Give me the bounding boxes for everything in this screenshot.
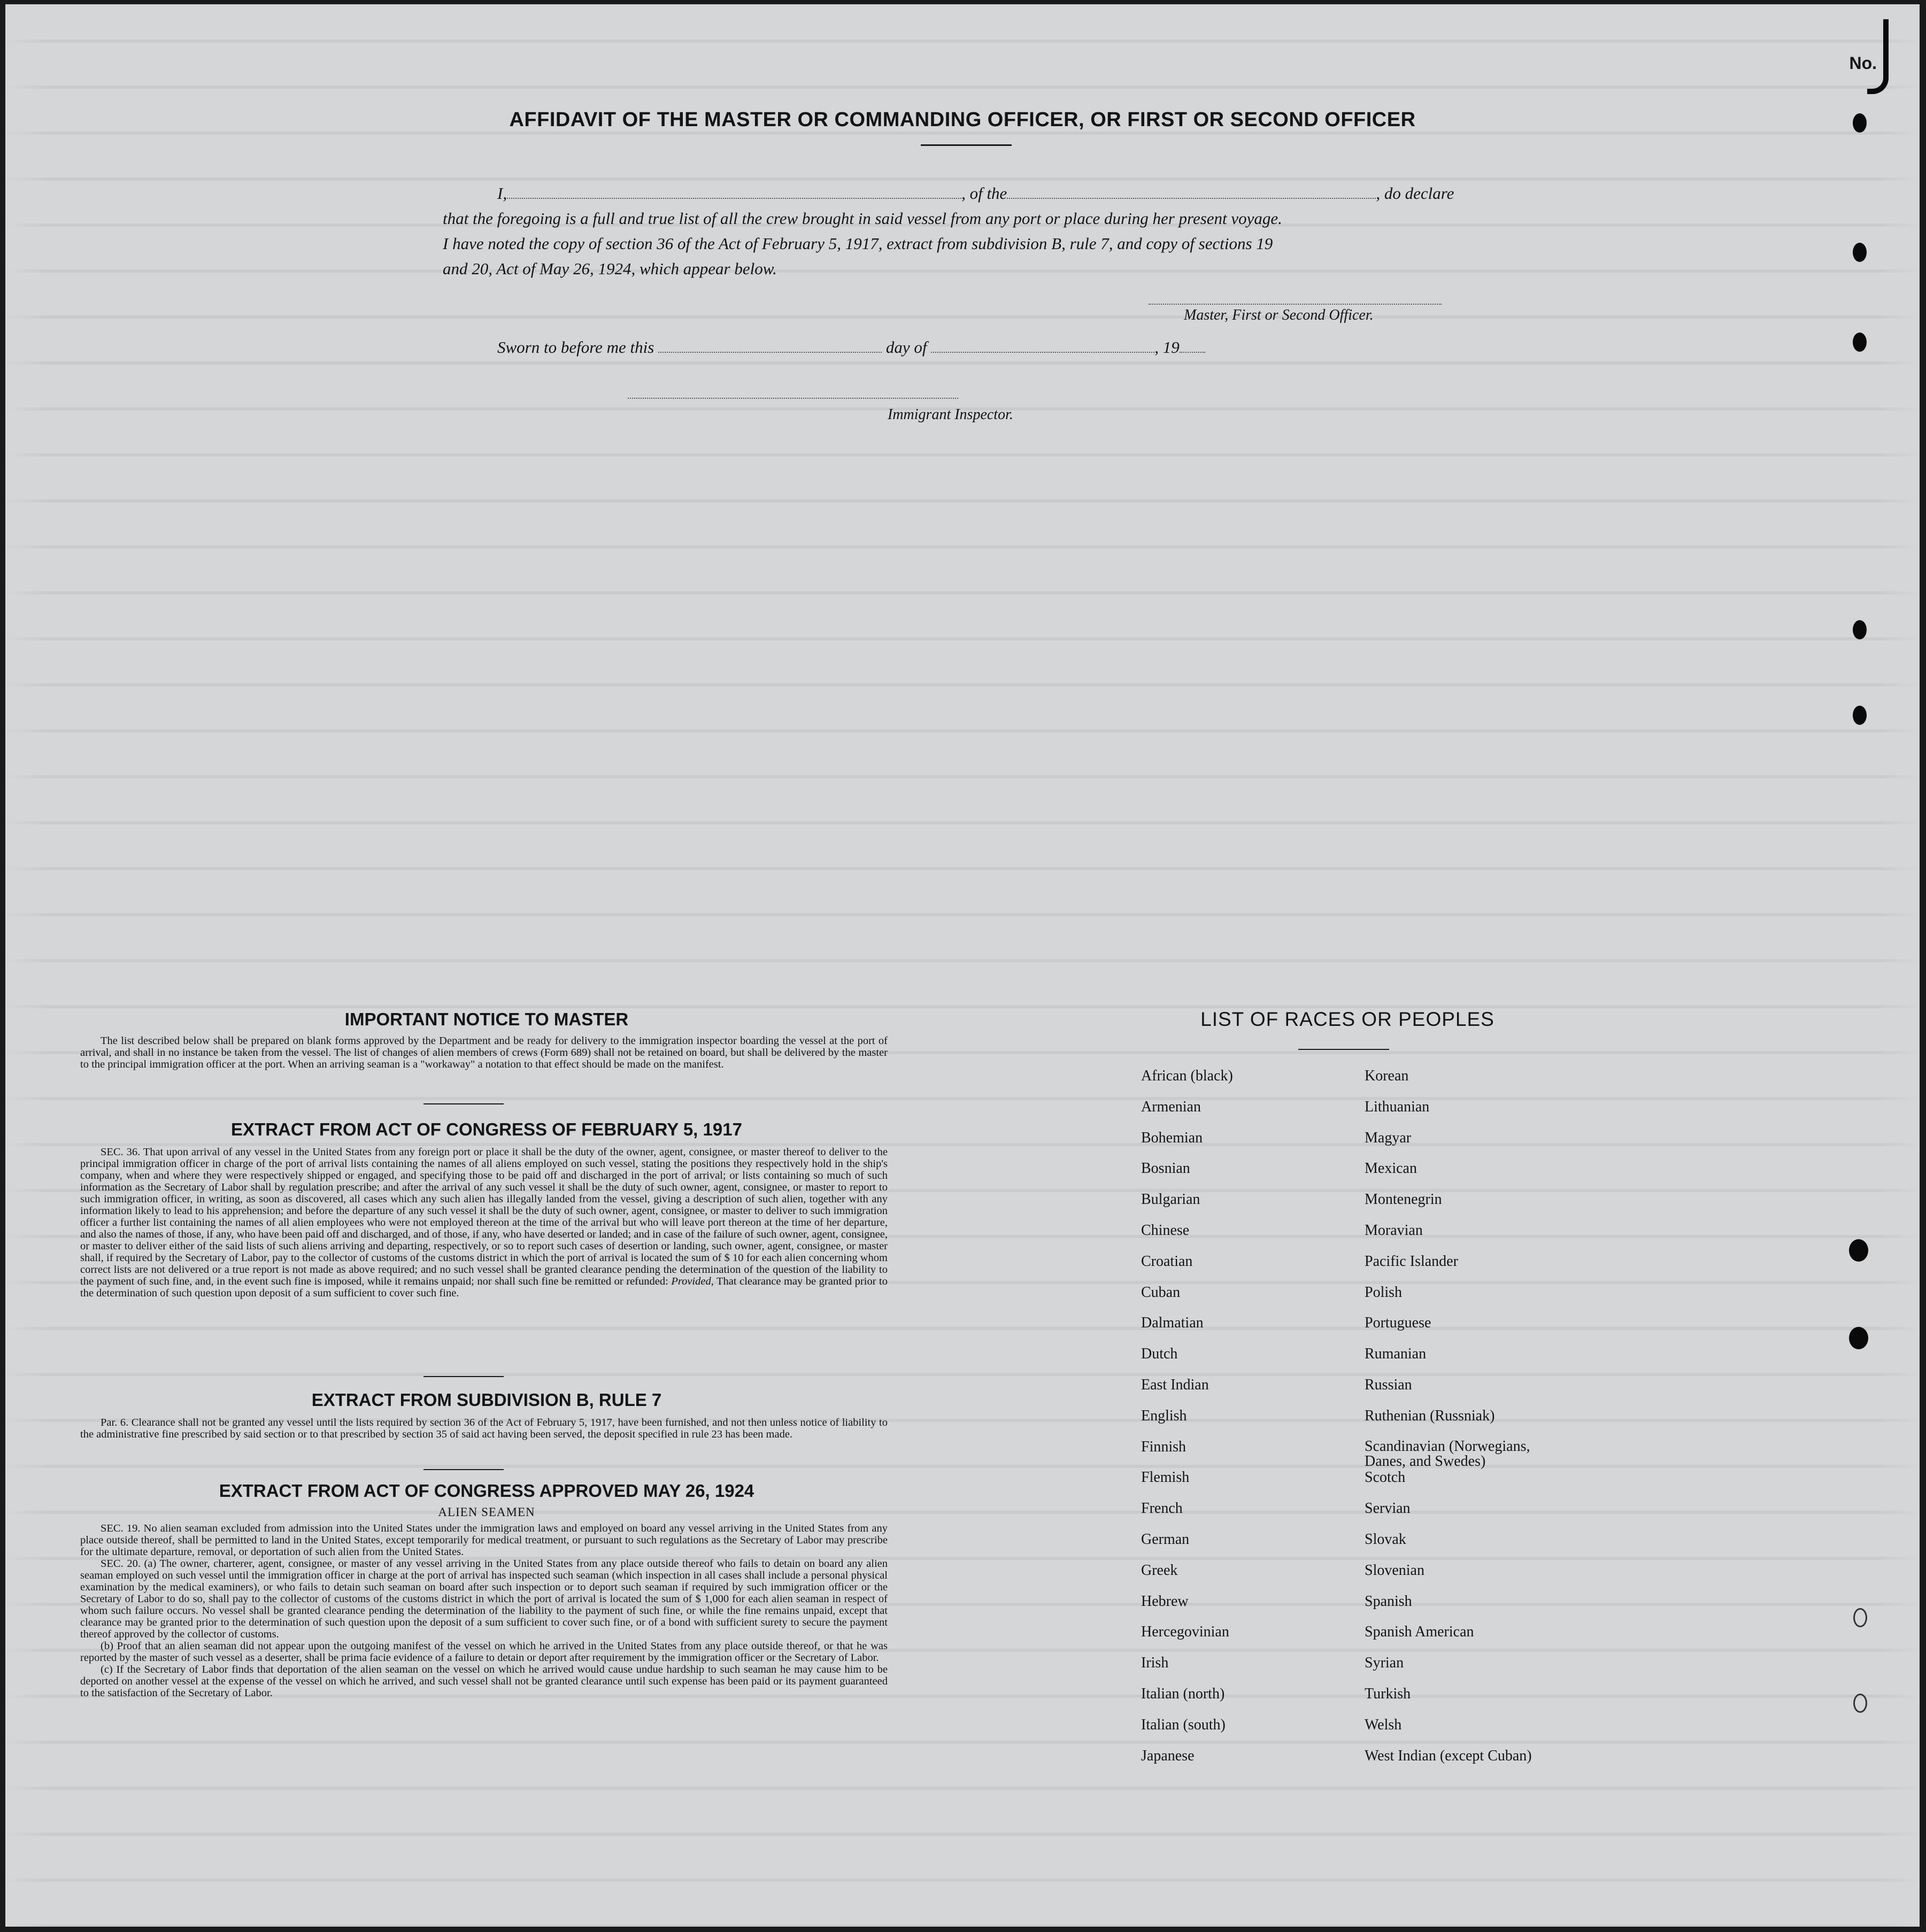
section-divider [423,1103,504,1104]
inspector-caption: Immigrant Inspector. [888,406,1013,423]
race-list-item: East Indian [1141,1376,1209,1393]
extract-1917-title: EXTRACT FROM ACT OF CONGRESS OF FEBRUARY 5, 1917 [231,1119,742,1139]
race-list-item: Armenian [1141,1098,1201,1115]
races-left-column [1141,1068,1334,1779]
race-list-item: Servian [1365,1500,1411,1517]
binder-hole [1849,1239,1868,1262]
race-list-item: Bohemian [1141,1129,1203,1146]
section-divider [423,1469,504,1470]
binder-hole [1853,243,1867,262]
vessel-name-field[interactable] [1007,186,1376,199]
race-list-item: Slovenian [1365,1562,1424,1579]
race-list-item: Spanish American [1365,1624,1474,1641]
binder-hole [1853,333,1867,352]
race-list-item: Slovak [1365,1531,1406,1548]
race-list-item: Turkish [1365,1685,1411,1702]
race-list-item: Korean [1365,1068,1409,1084]
notice-title: IMPORTANT NOTICE TO MASTER [344,1009,629,1029]
sworn-year-field[interactable] [1180,340,1205,353]
race-list-item: Mexican [1365,1160,1417,1177]
affidavit-body [443,181,1480,281]
race-list-item: Flemish [1141,1469,1190,1486]
race-list-item: Portuguese [1365,1315,1431,1332]
race-list-item: Dutch [1141,1346,1178,1363]
race-list-item: Japanese [1141,1747,1195,1764]
race-list-item: English [1141,1407,1187,1424]
sworn-day-field[interactable] [658,340,882,353]
race-list-item: Scotch [1365,1469,1406,1486]
races-title: LIST OF RACES OR PEOPLES [1200,1008,1494,1030]
binder-hole [1849,1327,1868,1349]
race-list-item: Russian [1365,1376,1412,1393]
race-list-item: Greek [1141,1562,1178,1579]
race-list-item: Italian (south) [1141,1716,1226,1733]
race-list-item: Montenegrin [1365,1191,1442,1208]
race-list-item: Scandinavian (Norwegians, Danes, and Swedes) [1365,1438,1530,1470]
race-list-item: Ruthenian (Russniak) [1365,1407,1495,1424]
race-list-item: Hercegovinian [1141,1624,1229,1641]
races-divider [1298,1049,1389,1050]
extract-1924-subtitle: ALIEN SEAMEN [438,1505,535,1519]
race-list-item: Italian (north) [1141,1685,1225,1702]
race-list-item: Cuban [1141,1284,1181,1301]
title-divider [921,144,1012,146]
race-list-item: Welsh [1365,1716,1402,1733]
race-list-item: Finnish [1141,1438,1187,1455]
race-list-item: Magyar [1365,1129,1412,1146]
race-list-item: Polish [1365,1284,1403,1301]
affidavit-line-1: I, , of the , do declare [497,184,1454,203]
binder-hole [1853,706,1867,725]
race-list-item: Croatian [1141,1253,1193,1270]
races-right-column [1365,1068,1600,1779]
rule7-title: EXTRACT FROM SUBDIVISION B, RULE 7 [311,1390,662,1410]
extract-1924-title: EXTRACT FROM ACT OF CONGRESS APPROVED MAY 26, 1924 [219,1481,754,1501]
document-sheet [5,4,1920,1927]
race-list-item: African (black) [1141,1068,1233,1084]
race-list-item: Pacific Islander [1365,1253,1458,1270]
master-name-field[interactable] [507,186,961,199]
section-divider [423,1376,504,1377]
binder-hole [1853,620,1867,639]
master-signature-line[interactable] [1149,304,1442,305]
race-list-item: Irish [1141,1655,1169,1672]
race-list-item: Spanish [1365,1593,1412,1610]
race-list-item: Moravian [1365,1222,1423,1239]
affidavit-line-2: that the foregoing is a full and true list of all the crew brought in said vessel from any port or place during her present voyage. [443,209,1282,228]
inspector-signature-line[interactable] [628,398,958,399]
race-list-item: French [1141,1500,1183,1517]
sworn-line: Sworn to before me this day of , 19 [497,338,1205,357]
extract-1924-body: SEC. 19. No alien seaman excluded from admission into the United States under the immigration laws and employed on board any vessel arriving in the United States from any place outside thereof, shall be permitted to land in the United States, except temporarily for medical treatment, or pursuant to such regulations as the Secretary of Labor may prescribe for the ultimate departure, removal, or deportation of such alien from the United States. SEC. 20. (a) The owner, charterer, agent, consignee, or master of any vessel arriving in the United States from any place outside thereof who fails to detain on board any alien seaman employed on such vessel until the immigration officer in charge at the port of arrival has inspected such seaman (which inspection in all cases shall include a personal physical examination by the medical examiners), or who fails to detain such seaman on board after such inspection or to deport such seaman if required by such immigration officer or the Secretary of Labor to do so, shall pay to the collector of customs of the customs district in which the port of arrival is located the sum of $ 1,000 for each alien seaman in respect of whom such failure occurs. No vessel shall be granted clearance pending the determination of the liability to the payment of such fine, or while the fine remains unpaid, except that clearance may be granted prior to the determination of such question upon the deposit of a sum sufficient to cover such fine, or of a bond with sufficient surety to secure the payment thereof approved by the collector of customs. (b) Proof that an alien seaman did not appear upon the outgoing manifest of the vessel on which he arrived in the United States from any place outside thereof, or that he was reported by the master of such vessel as a deserter, shall be prima facie evidence of a failure to detain or deport after requirement by the immigration officer or the Secretary of Labor. (c) If the Secretary of Labor finds that deportation of the alien seaman on the vessel on which he arrived would cause undue hardship to such seaman he may cause him to be deported on another vessel at the expense of the vessel on which he arrived, and such vessel shall not be granted clearance until such expense has been paid or its payment guaranteed to the satisfaction of the Secretary of Labor. [80,1523,888,1699]
race-list-item: Lithuanian [1365,1098,1430,1115]
page-number-label: No. [1849,53,1877,73]
extract-1917-body: SEC. 36. That upon arrival of any vessel in the United States from any foreign port or place it shall be the duty of the owner, agent, consignee, or master thereof to deliver to the principal immigration officer in charge of the port of arrival lists containing the names of all aliens employed on such vessel, stating the positions they respectively hold in the ship's company, when and where they were respectively shipped or engaged, and specifying those to be paid off and discharged in the port of arrival; or lists containing so much of such information as the Secretary of Labor shall by regulation prescribe; and after the arrival of any such vessel it shall be the duty of such owner, agent, consignee, or master to report to such immigration officer, in writing, as soon as discovered, all cases which any such alien has illegally landed from the vessel, giving a description of such alien, together with any information likely to lead to his apprehension; and before the departure of any such vessel it shall be the duty of such owner, agent, consignee, or master to deliver to such immigration officer a further list containing the names of all alien employees who were not employed thereon at the time of the arrival but who will leave port thereon at the time of her departure, and also the names of those, if any, who have been paid off and discharged, and of those, if any, who have deserted or landed; and in case of the failure of such owner, agent, consignee, or master to deliver either of the said lists of such aliens arriving and departing, respectively, or so to report such cases of desertion or landing, such owner, agent, consignee, or master shall, if required by the Secretary of Labor, pay to the collector of customs of the customs district in which the port of arrival is located the sum of $ 10 for each alien concerning whom correct lists are not delivered or a true report is not made as above required; and no such vessel shall be granted clearance pending the determination of the question of the liability to the payment of such fine, and, in the event such fine is imposed, while it remains unpaid; nor shall such fine be remitted or refunded: Provided, That clearance may be granted prior to the determination of such question upon deposit of a sum sufficient to cover such fine. [80,1146,888,1299]
master-caption: Master, First or Second Officer. [1184,307,1374,323]
notice-body: The list described below shall be prepared on blank forms approved by the Department and be ready for delivery to the immigration inspector boarding the vessel at the port of arrival, and shall in no instance be taken from the vessel. The list of changes of alien members of crews (Form 689) shall not be retained on board, but shall be delivered by the master to the principal immigration officer at the port. When an arriving seaman is a "workaway" a notation to that effect should be made on the manifest. [80,1035,888,1070]
race-list-item: West Indian (except Cuban) [1365,1747,1532,1764]
race-list-item: Bulgarian [1141,1191,1200,1208]
race-list-item: Rumanian [1365,1346,1427,1363]
rule7-body: Par. 6. Clearance shall not be granted any vessel until the lists required by section 36 of the Act of February 5, 1917, have been furnished, and not then unless notice of liability to the administrative fine prescribed by said section or to that prescribed by section 35 of said act having been served, the deposit specified in rule 23 has been made. [80,1417,888,1440]
race-list-item: German [1141,1531,1190,1548]
race-list-item: Bosnian [1141,1160,1190,1177]
binder-hole [1853,1608,1867,1627]
sworn-month-field[interactable] [931,340,1154,353]
binder-hole [1853,1694,1867,1713]
race-list-item: Dalmatian [1141,1315,1204,1332]
race-list-item: Chinese [1141,1222,1190,1239]
race-list-item: Hebrew [1141,1593,1189,1610]
affidavit-line-3: I have noted the copy of section 36 of the Act of February 5, 1917, extract from subdivision B, rule 7, and copy of sections 19 [443,234,1273,253]
affidavit-title: AFFIDAVIT OF THE MASTER OR COMMANDING OFFICER, OR FIRST OR SECOND OFFICER [509,109,1416,131]
affidavit-line-4: and 20, Act of May 26, 1924, which appear below. [443,259,777,278]
race-list-item: Syrian [1365,1655,1404,1672]
